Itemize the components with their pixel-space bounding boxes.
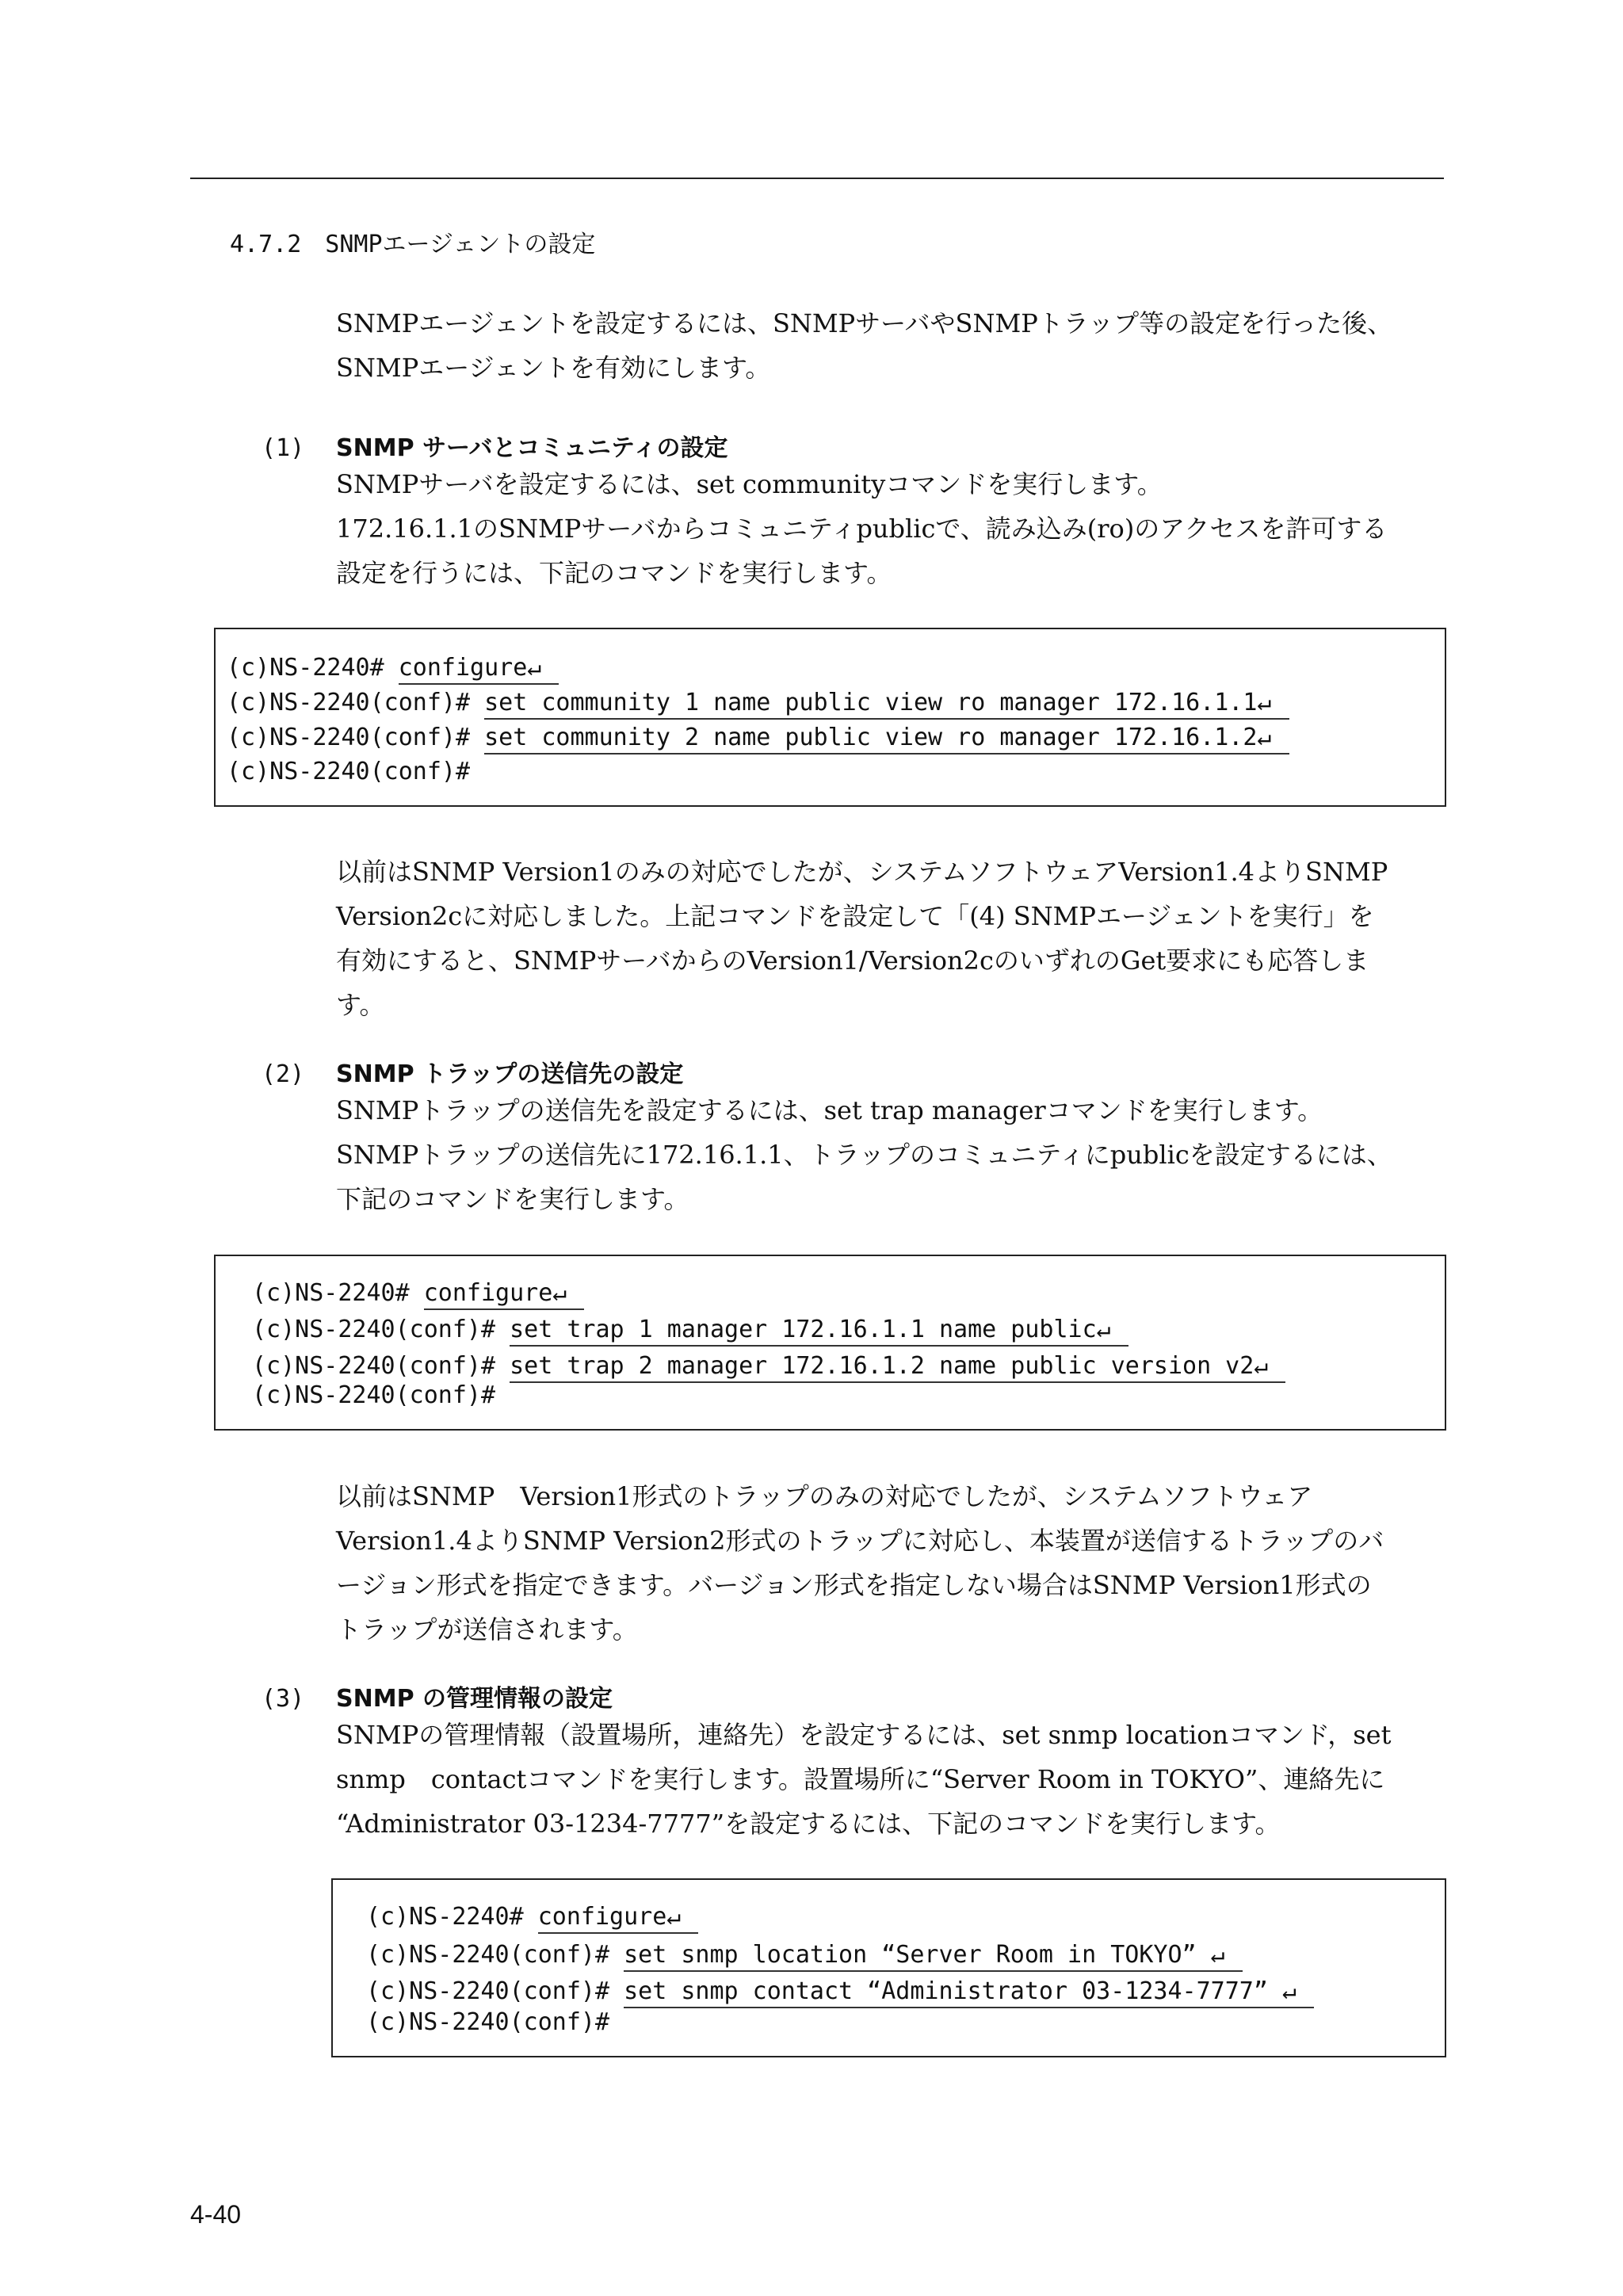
subsection-1-note [336,850,1388,1027]
code-command: configure↵ [424,1278,585,1310]
code-prompt: (c)NS-2240# [252,1279,424,1307]
subsection-title: SNMP の管理情報の設定 [336,1685,613,1713]
note-line: 以前はSNMP Version1のみの対応でしたが、システムソフトウェアVersion1.4よりSNMP [336,857,1388,887]
code-command: set snmp location “Server Room in TOKYO” ↵ [624,1940,1243,1972]
subsection-2-note [336,1474,1384,1652]
code-command: set trap 1 manager 172.16.1.1 name public↵ [510,1315,1128,1347]
intro-line: SNMPエージェントを設定するには、SNMPサーバやSNMPトラップ等の設定を行った後、 [336,308,1393,338]
header-rule [190,178,1444,179]
subsection-title: SNMP トラップの送信先の設定 [336,1060,684,1088]
text-line: SNMPトラップの送信先を設定するには、set trap managerコマンドを実行します。 [336,1095,1323,1125]
subsection-3-text [336,1713,1391,1846]
subsection-title: SNMP サーバとコミュニティの設定 [336,434,728,462]
code-line [227,758,470,785]
subsection-2-text [336,1088,1392,1221]
note-line: 以前はSNMP Version1形式のトラップのみの対応でしたが、システムソフトウェア [336,1481,1313,1511]
code-prompt: (c)NS-2240(conf)# [252,1316,510,1343]
subsection-number: (3) [262,1685,305,1713]
code-line [366,1940,1243,1972]
code-line [252,1381,495,1409]
text-line: 設定を行うには、下記のコマンドを実行します。 [336,558,892,588]
code-line [366,1977,1314,2008]
text-line: 172.16.1.1のSNMPサーバからコミュニティpublicで、読み込み(ro)のアクセスを許可する [336,514,1388,544]
page-number: 4-40 [190,2200,242,2229]
code-line [227,653,559,685]
text-line: “Administrator 03-1234-7777”を設定するには、下記のコマンドを実行します。 [336,1809,1281,1839]
text-line: snmp contactコマンドを実行します。設置場所に“Server Room in TOKYO”、連絡先に [336,1764,1385,1794]
note-line: トラップが送信されます。 [336,1614,638,1645]
note-line: 有効にすると、SNMPサーバからのVersion1/Version2cのいずれのGet要求にも応答しま [336,946,1369,976]
code-line [252,1315,1128,1347]
subsection-number: (2) [262,1060,305,1088]
code-prompt: (c)NS-2240(conf)# [366,2008,610,2036]
code-block-3 [331,1878,1446,2057]
code-command: set community 1 name public view ro manager 172.16.1.1↵ [484,688,1289,720]
code-command: set community 2 name public view ro manager 172.16.1.2↵ [484,723,1289,755]
note-line: Version1.4よりSNMP Version2形式のトラップに対応し、本装置が送信するトラップのバ [336,1526,1384,1556]
code-block-2 [214,1255,1446,1431]
subsection-heading-1 [262,428,728,463]
text-line: SNMPサーバを設定するには、set communityコマンドを実行します。 [336,469,1163,499]
code-line [252,1278,584,1310]
subsection-1-text [336,462,1387,595]
code-line [252,1351,1285,1383]
code-prompt: (c)NS-2240(conf)# [366,1941,624,1969]
text-line: SNMPの管理情報（設置場所，連絡先）を設定するには、set snmp locationコマンド，set [336,1720,1392,1750]
code-command: set trap 2 manager 172.16.1.2 name public version v2↵ [510,1351,1285,1383]
subsection-number: (1) [262,434,305,462]
code-line [366,2008,609,2036]
code-command: set snmp contact “Administrator 03-1234-7777” ↵ [624,1977,1314,2008]
code-prompt: (c)NS-2240# [366,1903,538,1931]
code-prompt: (c)NS-2240(conf)# [366,1977,624,2005]
intro-line: SNMPエージェントを有効にします。 [336,353,771,383]
code-line [366,1902,698,1934]
code-prompt: (c)NS-2240(conf)# [227,689,485,716]
code-command: configure↵ [538,1902,699,1934]
text-line: SNMPトラップの送信先に172.16.1.1、トラップのコミュニティにpublicを設定するには、 [336,1140,1392,1170]
text-line: 下記のコマンドを実行します。 [336,1184,689,1214]
code-prompt: (c)NS-2240(conf)# [252,1381,496,1409]
subsection-heading-2 [262,1054,683,1089]
note-line: ージョン形式を指定できます。バージョン形式を指定しない場合はSNMP Version1形式の [336,1570,1372,1600]
code-command: configure↵ [399,653,559,685]
code-prompt: (c)NS-2240# [227,654,399,682]
subsection-heading-3 [262,1679,613,1713]
section-title: 4.7.2 SNMPエージェントの設定 [230,231,596,258]
code-prompt: (c)NS-2240(conf)# [252,1352,510,1380]
code-prompt: (c)NS-2240(conf)# [227,724,485,751]
code-prompt: (c)NS-2240(conf)# [227,758,471,785]
intro-paragraph [336,301,1392,390]
code-line [227,723,1289,755]
note-line: す。 [336,990,385,1020]
note-line: Version2cに対応しました。上記コマンドを設定して「(4) SNMPエージェントを実行」を [336,901,1374,931]
code-block-1 [214,628,1446,807]
code-line [227,688,1289,720]
